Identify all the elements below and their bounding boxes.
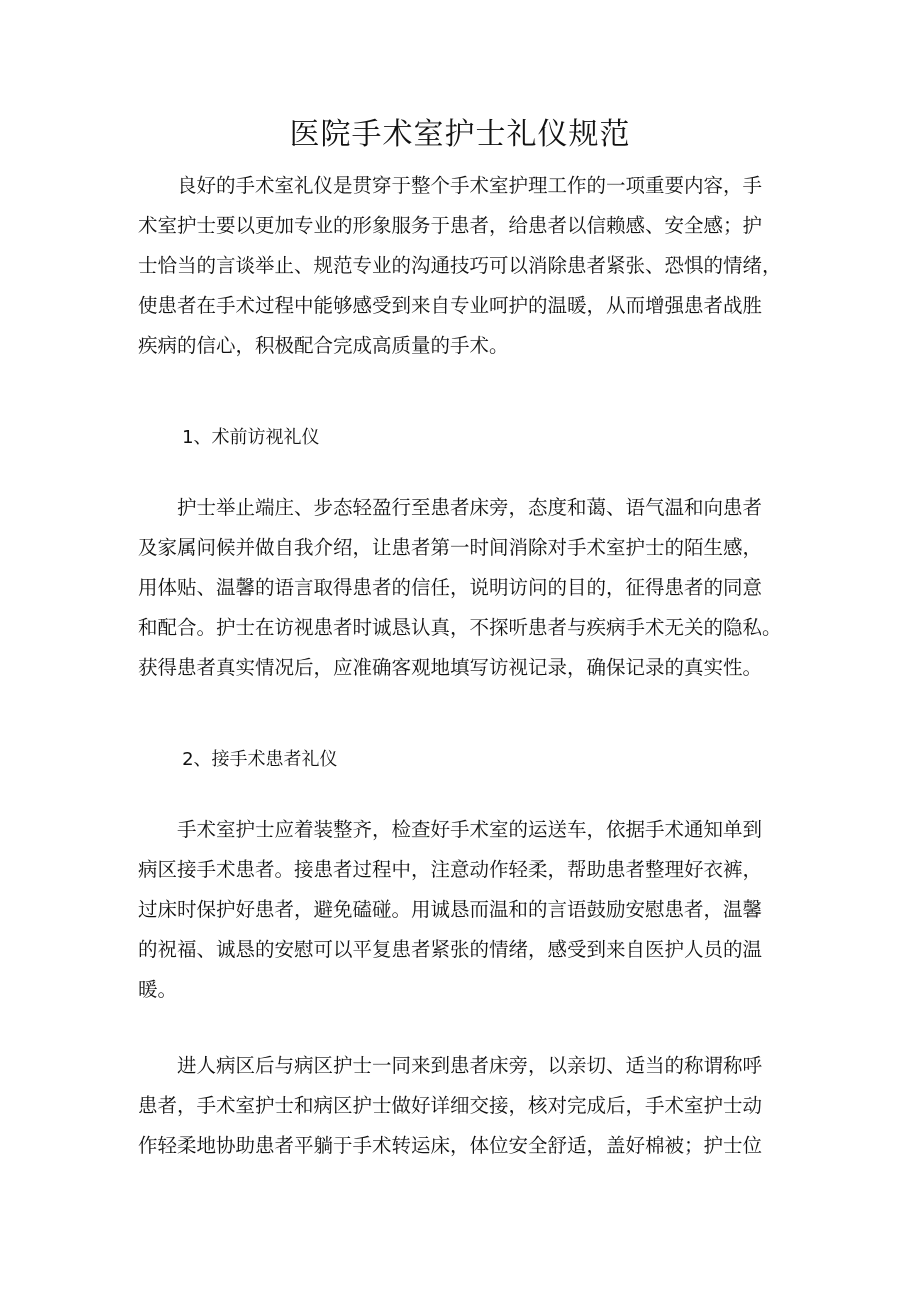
text-line: 过床时保护好患者，避免磕碰。用诚恳而温和的言语鼓励安慰患者，温馨 [138,898,763,921]
text-line: 术室护士要以更加专业的形象服务于患者，给患者以信赖感、安全感；护 [138,214,763,237]
section1-paragraph [138,488,784,688]
text-line: 护士举止端庄、步态轻盈行至患者床旁，态度和蔼、语气温和向患者 [177,496,763,519]
section-heading-1: 1、术前访视礼仪 [182,427,320,448]
section-heading-2: 2、接手术患者礼仪 [182,749,338,770]
text-line: 获得患者真实情况后，应准确客观地填写访视记录，确保记录的真实性。 [138,656,763,679]
text-line: 使患者在手术过程中能够感受到来自专业呵护的温暖，从而增强患者战胜 [138,294,763,317]
text-line: 士恰当的言谈举止、规范专业的沟通技巧可以消除患者紧张、恐惧的情绪， [138,254,782,277]
text-line: 良好的手术室礼仪是贯穿于整个手术室护理工作的一项重要内容，手 [177,174,763,197]
text-line: 用体贴、温馨的语言取得患者的信任，说明访问的目的，征得患者的同意 [138,576,763,599]
section2-paragraph-2 [138,1046,784,1166]
text-line: 患者，手术室护士和病区护士做好详细交接，核对完成后，手术室护士动 [138,1094,763,1117]
text-line: 和配合。护士在访视患者时诚恳认真，不探听患者与疾病手术无关的隐私。 [138,616,782,639]
text-line: 手术室护士应着装整齐，检查好手术室的运送车，依据手术通知单到 [177,818,763,841]
text-line: 的祝福、诚恳的安慰可以平复患者紧张的情绪，感受到来自医护人员的温 [138,938,763,961]
text-line: 进人病区后与病区护士一同来到患者床旁，以亲切、适当的称谓称呼 [177,1054,763,1077]
text-line: 疾病的信心，积极配合完成高质量的手术。 [138,334,509,357]
text-line: 病区接手术患者。接患者过程中，注意动作轻柔，帮助患者整理好衣裤， [138,858,763,881]
section2-paragraph-1 [138,810,784,1010]
page-title: 医院手术室护士礼仪规范 [289,117,631,152]
text-line: 作轻柔地协助患者平躺于手术转运床，体位安全舒适，盖好棉被；护士位 [138,1134,763,1157]
text-line: 及家属问候并做自我介绍，让患者第一时间消除对手术室护士的陌生感， [138,536,763,559]
text-line: 暖。 [138,978,178,1001]
intro-paragraph [138,166,784,366]
